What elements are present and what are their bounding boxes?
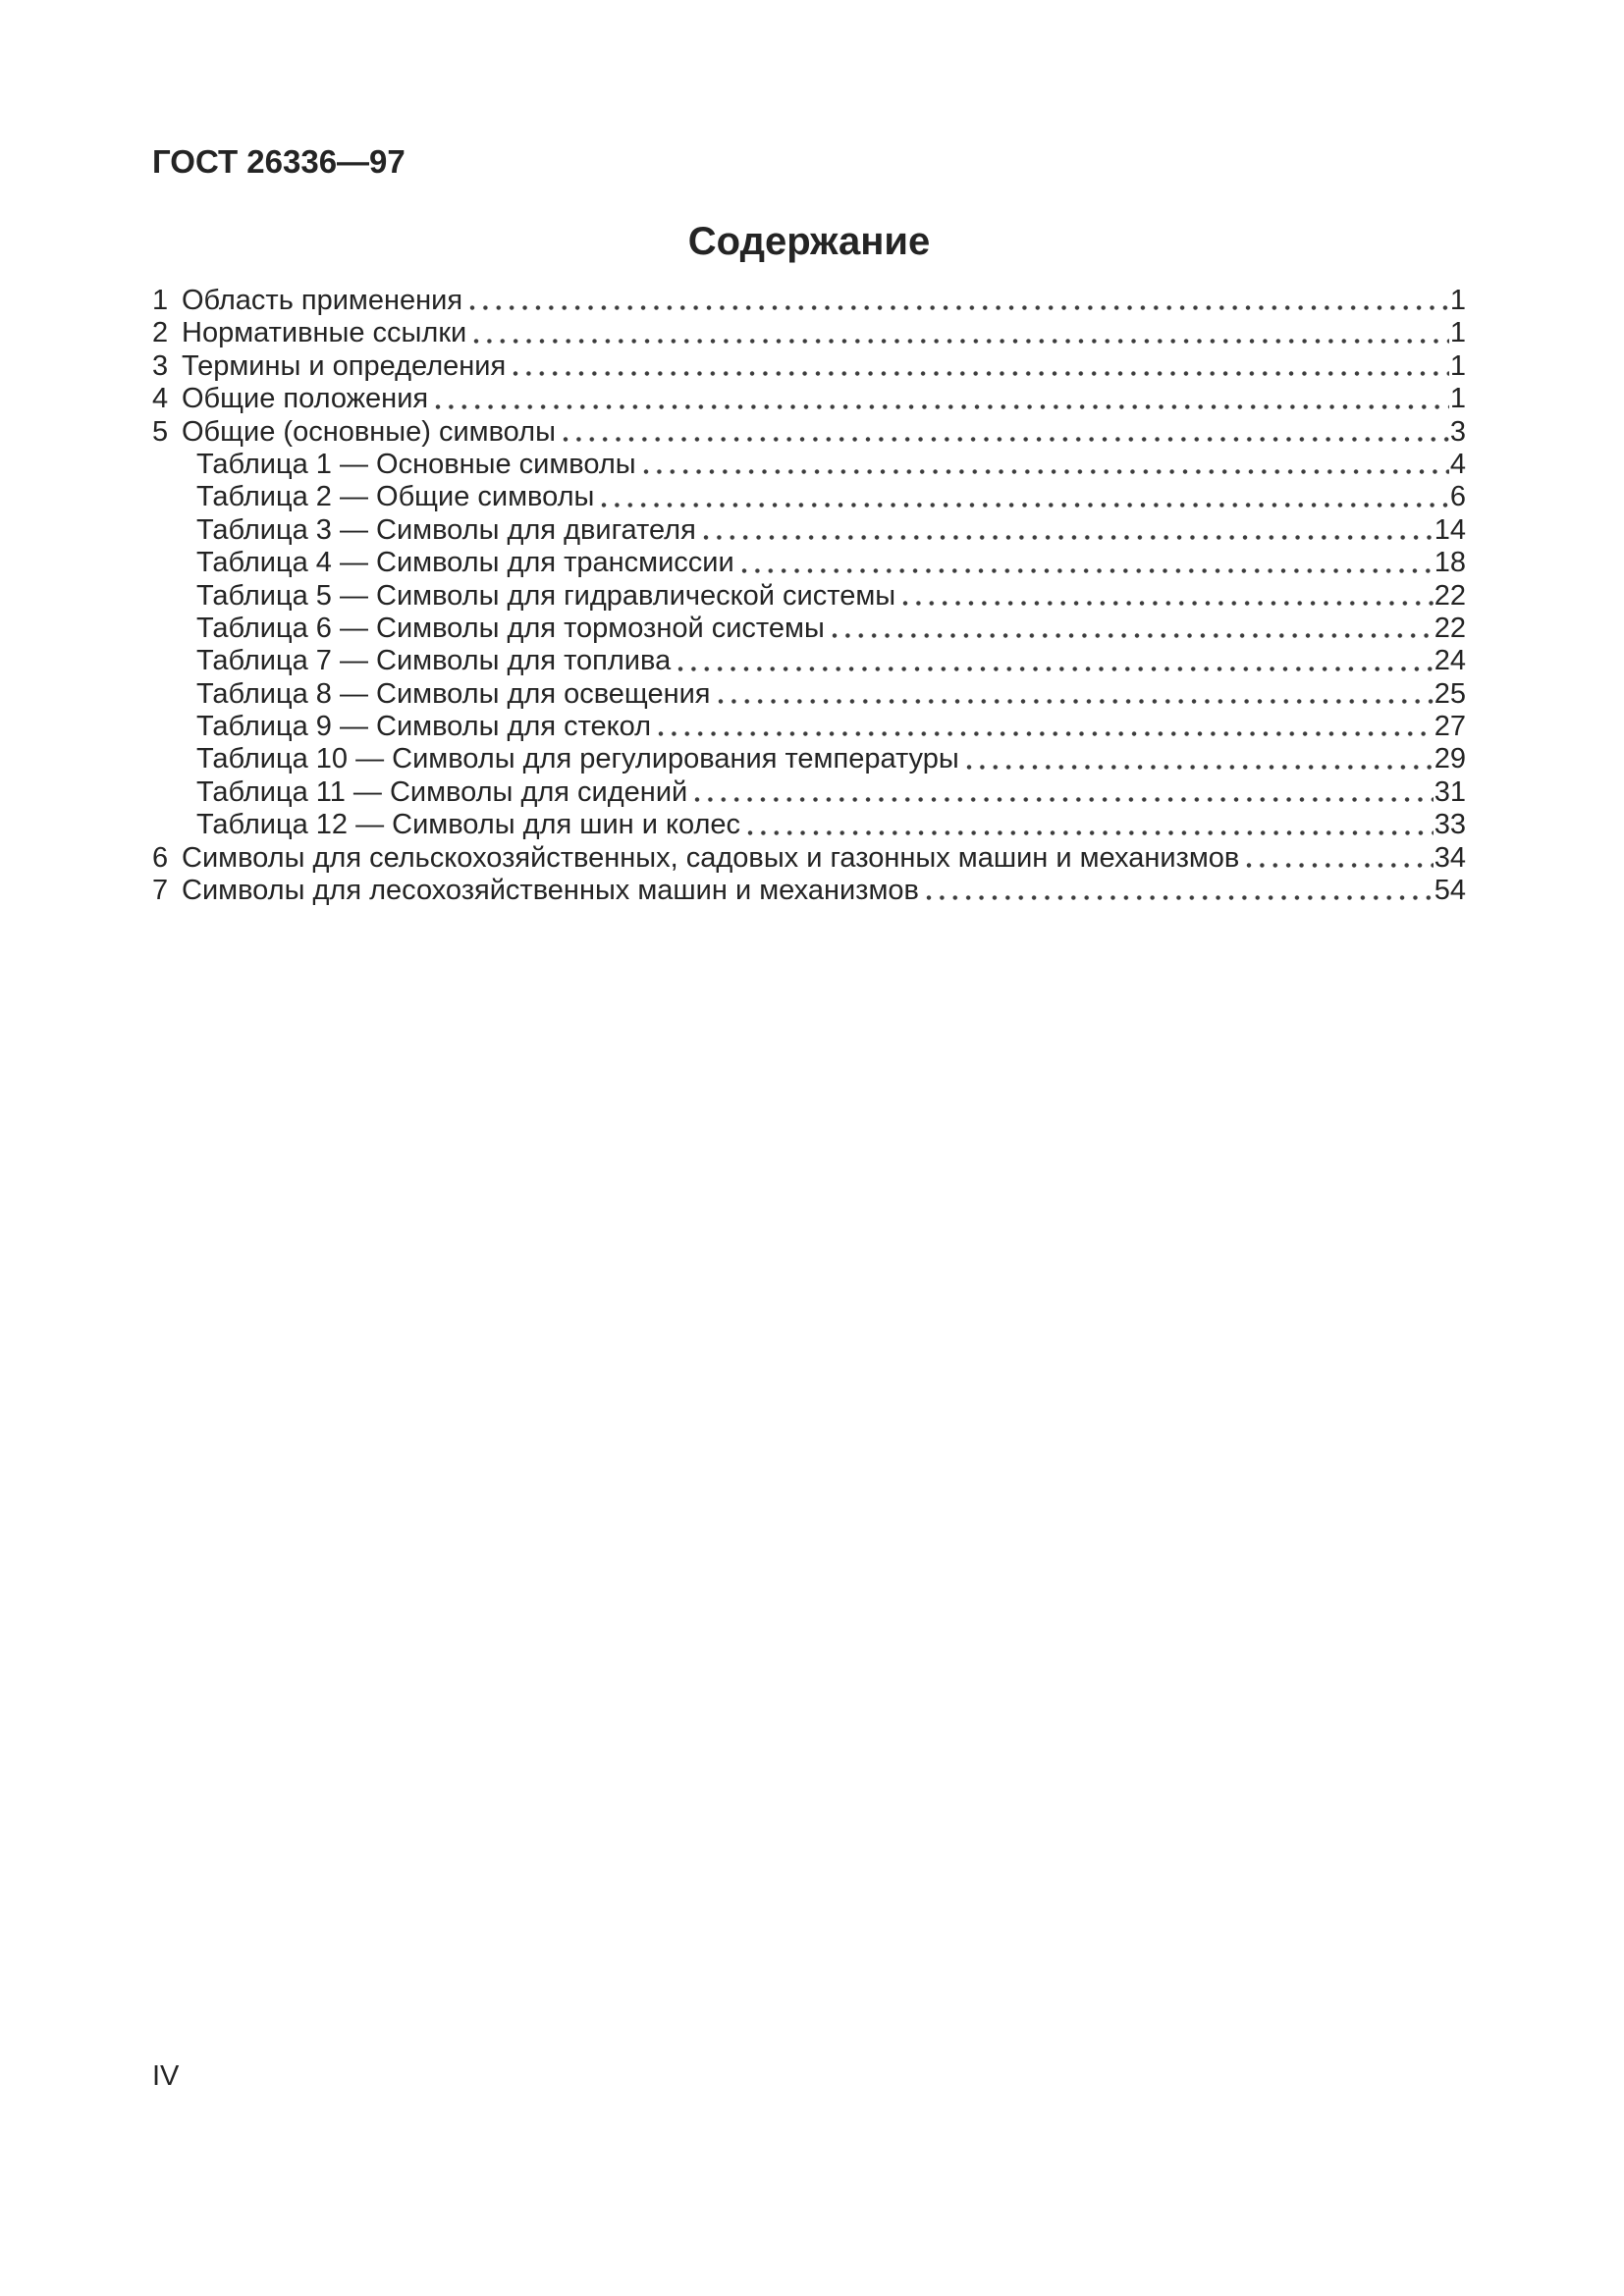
footer-page-number: IV xyxy=(152,2060,180,2092)
toc-entry-number: 1 xyxy=(152,285,169,316)
dot-leader xyxy=(1246,862,1433,869)
toc-entry xyxy=(152,514,1466,547)
toc-entry-number: 2 xyxy=(152,317,169,349)
toc-entry xyxy=(152,317,1466,349)
toc-entry xyxy=(152,416,1466,449)
toc-entry xyxy=(152,645,1466,677)
toc-entry-page: 1 xyxy=(1449,285,1466,316)
toc-entry-label: Нормативные ссылки xyxy=(182,317,467,349)
dot-leader xyxy=(473,338,1449,345)
toc-entry-page: 29 xyxy=(1434,743,1466,775)
toc-entry xyxy=(152,449,1466,481)
dot-leader xyxy=(513,370,1449,377)
toc-entry-page: 6 xyxy=(1449,481,1466,513)
page-title: Содержание xyxy=(687,220,931,263)
toc-entry-label: Таблица 11 — Символы для сидений xyxy=(196,775,688,808)
toc-entry xyxy=(152,350,1466,383)
dot-leader xyxy=(703,534,1434,541)
toc-entry xyxy=(152,613,1466,645)
toc-entry-page: 1 xyxy=(1449,383,1466,415)
toc-entry-page: 31 xyxy=(1434,775,1466,808)
dot-leader xyxy=(718,698,1434,705)
toc-entry-page: 4 xyxy=(1449,448,1466,480)
toc-entry-page: 22 xyxy=(1434,579,1466,612)
toc-entry-label: Таблица 1 — Основные символы xyxy=(196,448,636,480)
dot-leader xyxy=(643,468,1449,475)
dot-leader xyxy=(435,403,1449,410)
dot-leader xyxy=(694,796,1434,803)
toc-entry xyxy=(152,842,1466,875)
toc-entry-page: 3 xyxy=(1449,415,1466,448)
toc-entry-label: Таблица 9 — Символы для стекол xyxy=(196,711,652,743)
toc-entry-number: 4 xyxy=(152,383,169,415)
toc-entry-label: Таблица 7 — Символы для топлива xyxy=(196,645,672,677)
toc-entry-number: 3 xyxy=(152,349,169,382)
toc-entry-page: 24 xyxy=(1434,645,1466,677)
toc-entry xyxy=(152,383,1466,415)
toc-entry-page: 33 xyxy=(1434,809,1466,841)
dot-leader xyxy=(747,829,1434,836)
dot-leader xyxy=(601,502,1448,508)
toc-entry xyxy=(152,743,1466,775)
toc-entry-page: 54 xyxy=(1434,875,1466,907)
toc-entry-label: Общие (основные) символы xyxy=(182,415,556,448)
toc-entry xyxy=(152,547,1466,579)
toc-entry-number: 6 xyxy=(152,841,169,874)
toc-entry-label: Таблица 12 — Символы для шин и колес xyxy=(196,809,741,841)
toc-entry-page: 18 xyxy=(1434,547,1466,579)
document-code: ГОСТ 26336—97 xyxy=(152,143,406,180)
toc-entry-label: Таблица 2 — Общие символы xyxy=(196,481,595,513)
toc-entry xyxy=(152,285,1466,317)
toc-entry xyxy=(152,481,1466,513)
toc-entry xyxy=(152,711,1466,743)
toc-entry-label: Таблица 3 — Символы для двигателя xyxy=(196,513,696,546)
dot-leader xyxy=(926,894,1434,901)
toc-entry-number: 7 xyxy=(152,875,169,907)
toc-entry-label: Таблица 8 — Символы для освещения xyxy=(196,677,711,710)
table-of-contents xyxy=(152,285,1466,907)
toc-entry xyxy=(152,776,1466,809)
toc-entry-label: Таблица 10 — Символы для регулирования температуры xyxy=(196,743,959,775)
toc-entry xyxy=(152,875,1466,907)
dot-leader xyxy=(966,764,1434,771)
dot-leader xyxy=(658,730,1434,737)
toc-entry-label: Таблица 5 — Символы для гидравлической системы xyxy=(196,579,896,612)
dot-leader xyxy=(832,632,1434,639)
toc-entry-label: Термины и определения xyxy=(182,349,507,382)
dot-leader xyxy=(902,600,1434,607)
dot-leader xyxy=(741,567,1434,574)
dot-leader xyxy=(469,304,1449,311)
toc-entry-label: Область применения xyxy=(182,285,463,316)
toc-entry xyxy=(152,580,1466,613)
toc-entry-page: 1 xyxy=(1449,317,1466,349)
toc-entry-label: Таблица 4 — Символы для трансмиссии xyxy=(196,547,734,579)
toc-entry-number: 5 xyxy=(152,415,169,448)
toc-entry-label: Символы для лесохозяйственных машин и механизмов xyxy=(182,875,919,907)
toc-entry-page: 34 xyxy=(1434,841,1466,874)
toc-entry xyxy=(152,809,1466,841)
toc-entry-page: 14 xyxy=(1434,513,1466,546)
toc-entry-page: 22 xyxy=(1434,612,1466,644)
toc-entry-page: 25 xyxy=(1434,677,1466,710)
toc-entry-label: Общие положения xyxy=(182,383,429,415)
toc-entry-label: Символы для сельскохозяйственных, садовых и газонных машин и механизмов xyxy=(182,841,1240,874)
toc-entry-label: Таблица 6 — Символы для тормозной системы xyxy=(196,612,825,644)
toc-entry-page: 1 xyxy=(1449,349,1466,382)
dot-leader xyxy=(563,436,1449,443)
dot-leader xyxy=(677,666,1434,672)
toc-entry xyxy=(152,678,1466,711)
toc-entry-page: 27 xyxy=(1434,711,1466,743)
